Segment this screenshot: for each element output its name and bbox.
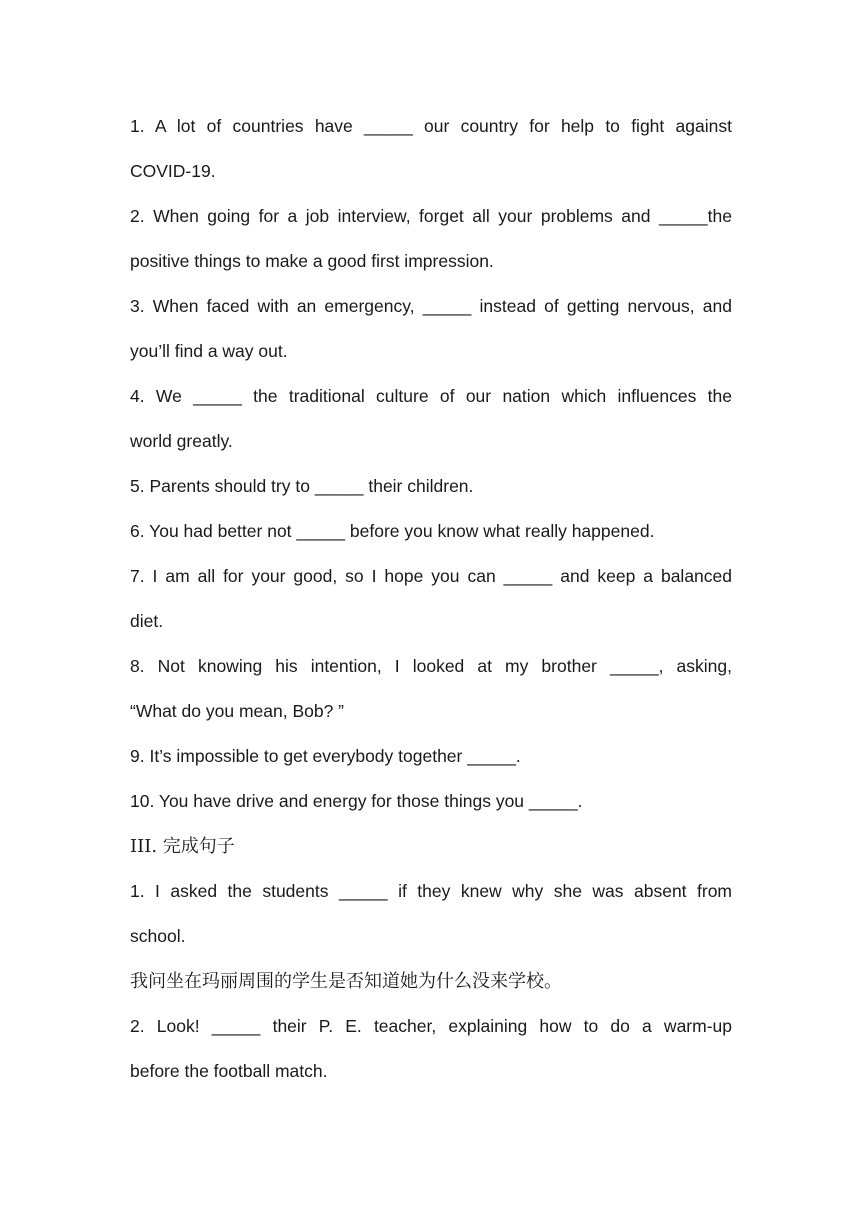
question-line: 8. Not knowing his intention, I looked at my brother _____, asking,: [130, 656, 732, 676]
question-line: positive things to make a good first impression.: [130, 251, 494, 271]
question-line: school.: [130, 926, 186, 946]
chinese-prompt: 我问坐在玛丽周围的学生是否知道她为什么没来学校。: [130, 971, 562, 992]
question-line: before the football match.: [130, 1061, 328, 1081]
question-line: 6. You had better not _____ before you know what really happened.: [130, 521, 655, 541]
question-line: 3. When faced with an emergency, _____ instead of getting nervous, and: [130, 296, 732, 316]
question-line: you’ll find a way out.: [130, 341, 288, 361]
question-line: 2. Look! _____ their P. E. teacher, explaining how to do a warm-up: [130, 1016, 732, 1036]
question-line: world greatly.: [130, 431, 233, 451]
question-line: 1. A lot of countries have _____ our country for help to fight against: [130, 116, 732, 136]
question-line: 5. Parents should try to _____ their children.: [130, 476, 474, 496]
question-line: 9. It’s impossible to get everybody together _____.: [130, 746, 521, 766]
document-page: [130, 104, 732, 1094]
question-line: diet.: [130, 611, 164, 631]
question-line: 4. We _____ the traditional culture of our nation which influences the: [130, 386, 732, 406]
question-line: 7. I am all for your good, so I hope you can _____ and keep a balanced: [130, 566, 732, 586]
question-line: “What do you mean, Bob? ”: [130, 701, 344, 721]
question-line: 1. I asked the students _____ if they knew why she was absent from: [130, 881, 732, 901]
question-line: COVID-19.: [130, 161, 216, 181]
section-heading: III. 完成句子: [130, 836, 235, 857]
question-line: 2. When going for a job interview, forget all your problems and _____the: [130, 206, 732, 226]
question-line: 10. You have drive and energy for those things you _____.: [130, 791, 583, 811]
